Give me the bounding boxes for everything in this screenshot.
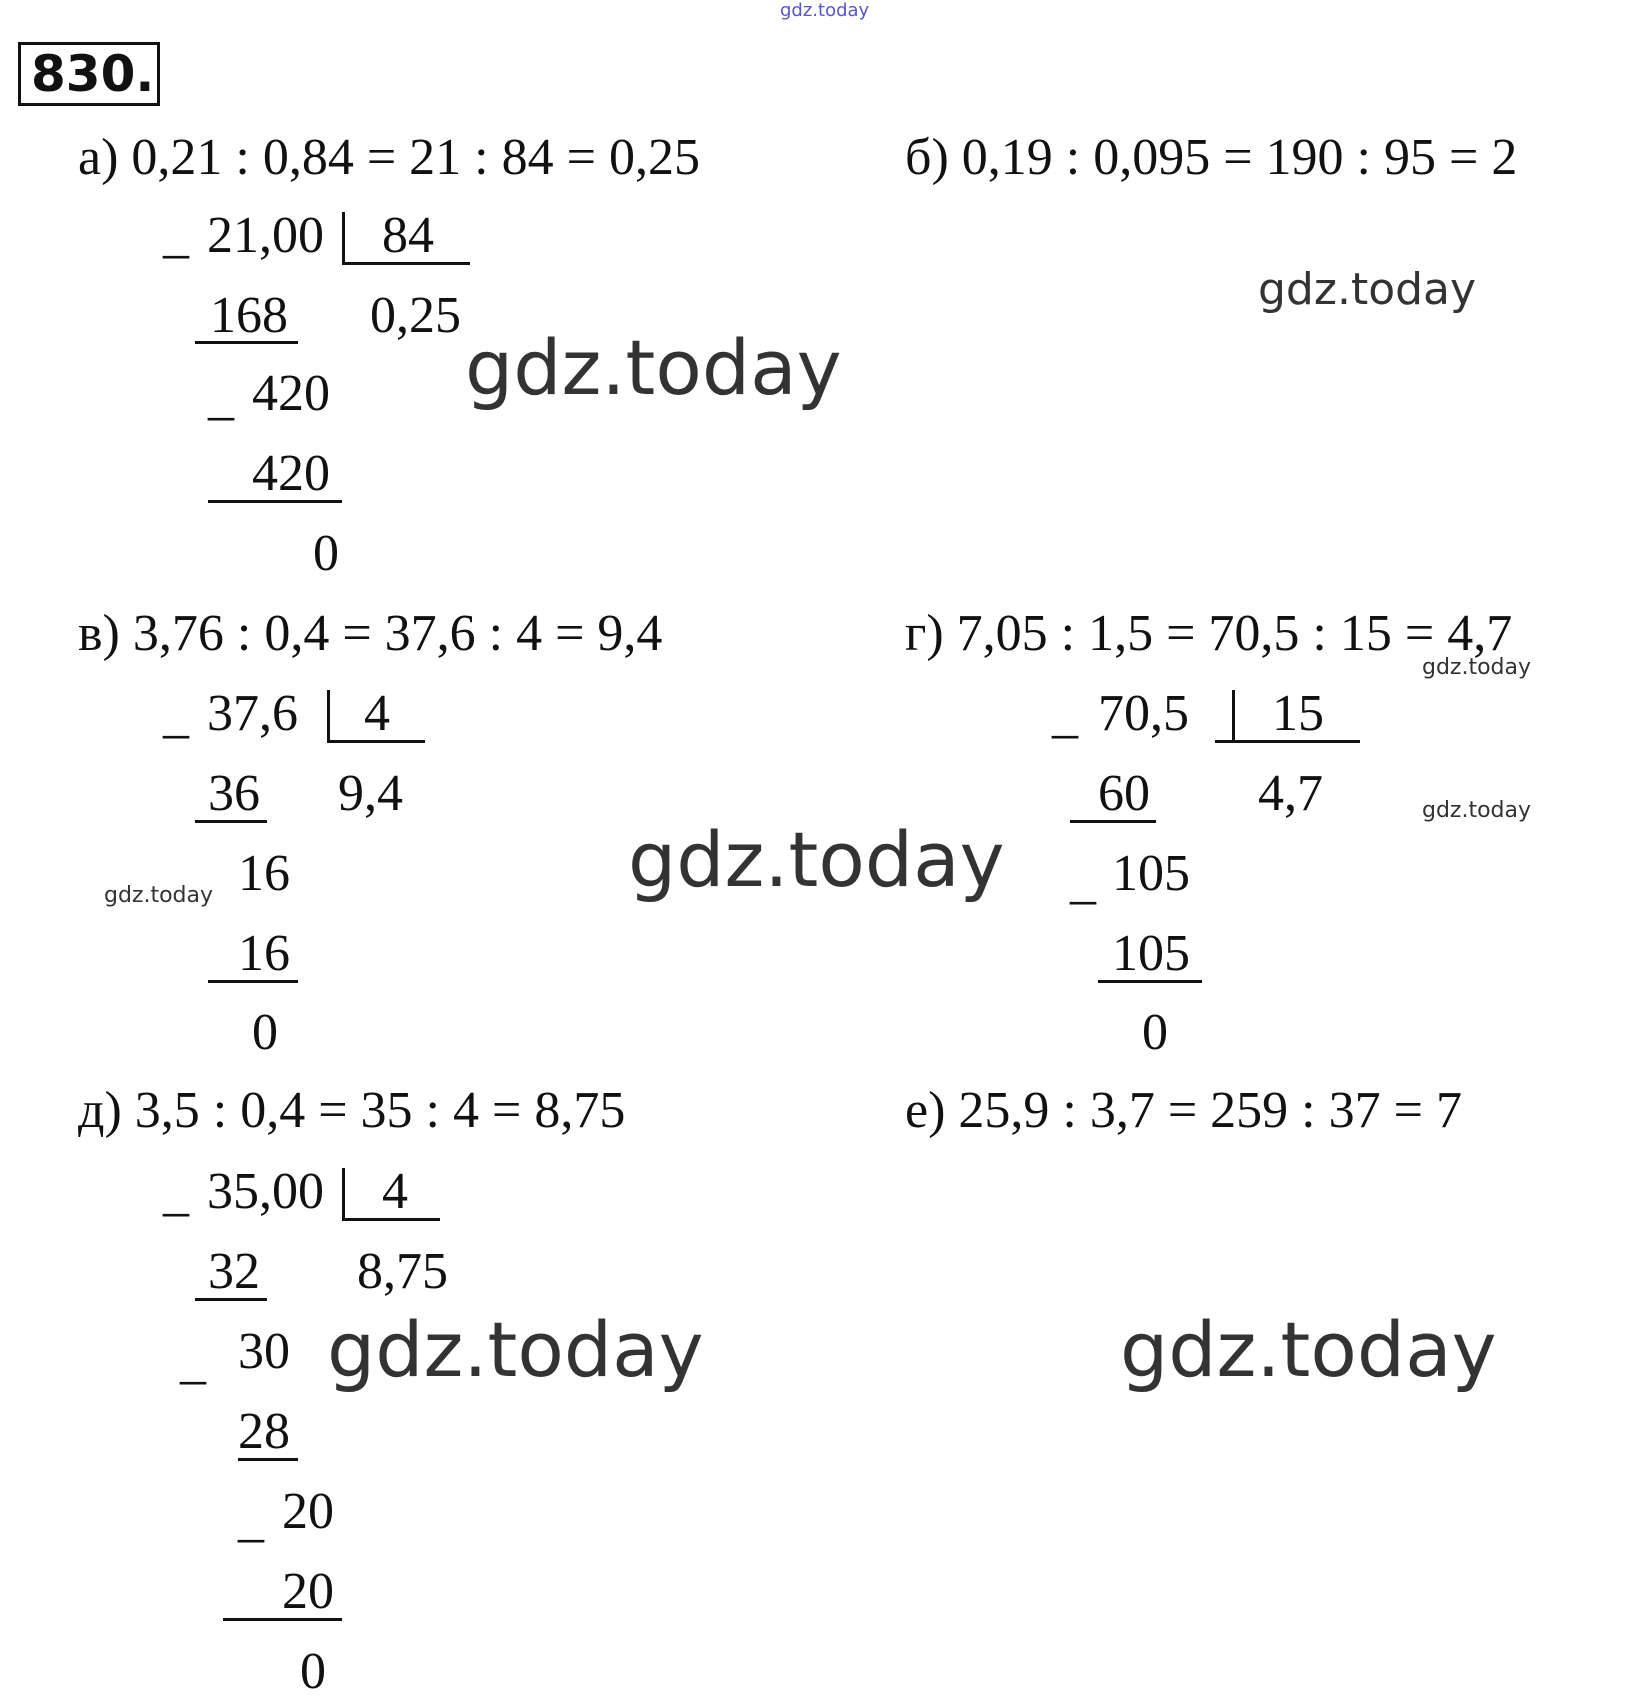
problem-d-dividend: 35,00 (207, 1163, 324, 1220)
problem-v-dividend: 37,6 (207, 685, 298, 742)
problem-g-dividend: 70,5 (1098, 685, 1189, 742)
problem-v-remainder: 0 (252, 1004, 278, 1061)
problem-v-divider-bar (327, 690, 330, 740)
problem-a-dividend: 21,00 (207, 207, 324, 264)
problem-v-line-1 (195, 820, 267, 823)
watermark-e: gdz.today (1120, 1305, 1497, 1394)
problem-d-step-30: 30 (238, 1323, 290, 1380)
problem-g-step-105a: 105 (1112, 845, 1190, 902)
problem-g-minus-1: _ (1052, 687, 1078, 744)
problem-g-line-2 (1098, 980, 1202, 983)
problem-e-equation: е) 25,9 : 3,7 = 259 : 37 = 7 (905, 1082, 1462, 1139)
problem-d-minus-2: _ (180, 1333, 206, 1390)
watermark-g-1: gdz.today (1422, 655, 1532, 680)
problem-g-divisor-line (1215, 740, 1360, 743)
problem-a-equation: а) 0,21 : 0,84 = 21 : 84 = 0,25 (78, 129, 700, 186)
problem-g-minus-2: _ (1070, 853, 1096, 910)
problem-a-divisor: 84 (382, 207, 434, 264)
problem-d-step-32: 32 (208, 1243, 260, 1300)
problem-d-divisor: 4 (382, 1163, 408, 1220)
watermark-v: gdz.today (104, 883, 214, 908)
problem-a-step-420b: 420 (252, 445, 330, 502)
problem-d-line-3 (223, 1618, 342, 1621)
problem-d-step-20b: 20 (282, 1563, 334, 1620)
problem-a-line-2 (208, 500, 342, 503)
problem-v-step-16b: 16 (238, 925, 290, 982)
problem-g-remainder: 0 (1142, 1004, 1168, 1061)
watermark-center: gdz.today (628, 815, 1005, 904)
problem-d-minus-3: _ (238, 1491, 264, 1548)
problem-v-divisor-line (327, 740, 425, 743)
problem-d-remainder: 0 (300, 1643, 326, 1700)
problem-d-line-2 (238, 1458, 298, 1461)
problem-a-divider-bar (342, 212, 345, 262)
watermark-g-2: gdz.today (1422, 798, 1532, 823)
problem-d-minus-1: _ (163, 1165, 189, 1222)
problem-d-divider-bar (342, 1168, 345, 1218)
problem-v-line-2 (208, 980, 298, 983)
problem-a-divisor-line (342, 262, 470, 265)
problem-d-step-20a: 20 (282, 1483, 334, 1540)
problem-d-quotient: 8,75 (357, 1243, 448, 1300)
watermark-top: gdz.today (780, 0, 870, 21)
watermark-a: gdz.today (465, 323, 842, 412)
problem-a-minus-2: _ (208, 369, 234, 426)
problem-g-line-1 (1070, 820, 1156, 823)
watermark-d: gdz.today (327, 1305, 704, 1394)
problem-g-quotient: 4,7 (1258, 765, 1323, 822)
problem-a-quotient: 0,25 (370, 287, 461, 344)
problem-a-remainder: 0 (313, 525, 339, 582)
problem-v-divisor: 4 (364, 685, 390, 742)
problem-a-step-168: 168 (210, 287, 288, 344)
problem-v-equation: в) 3,76 : 0,4 = 37,6 : 4 = 9,4 (78, 605, 663, 662)
problem-d-divisor-line (342, 1218, 440, 1221)
problem-d-equation: д) 3,5 : 0,4 = 35 : 4 = 8,75 (78, 1082, 626, 1139)
problem-d-line-1 (195, 1298, 267, 1301)
problem-g-divider-bar (1232, 690, 1235, 740)
problem-g-step-105b: 105 (1112, 925, 1190, 982)
problem-v-quotient: 9,4 (338, 765, 403, 822)
problem-v-step-36: 36 (208, 765, 260, 822)
problem-a-step-420a: 420 (252, 365, 330, 422)
problem-v-step-16a: 16 (238, 845, 290, 902)
watermark-b: gdz.today (1258, 264, 1477, 315)
problem-v-minus-1: _ (163, 687, 189, 744)
problem-g-step-60: 60 (1098, 765, 1150, 822)
problem-g-divisor: 15 (1272, 685, 1324, 742)
problem-a-minus-1: _ (163, 207, 189, 264)
problem-g-equation: г) 7,05 : 1,5 = 70,5 : 15 = 4,7 (905, 605, 1513, 662)
task-number: 830. (18, 42, 160, 106)
problem-a-line-1 (195, 341, 298, 344)
problem-d-step-28: 28 (238, 1403, 290, 1460)
problem-b-equation: б) 0,19 : 0,095 = 190 : 95 = 2 (905, 129, 1518, 186)
